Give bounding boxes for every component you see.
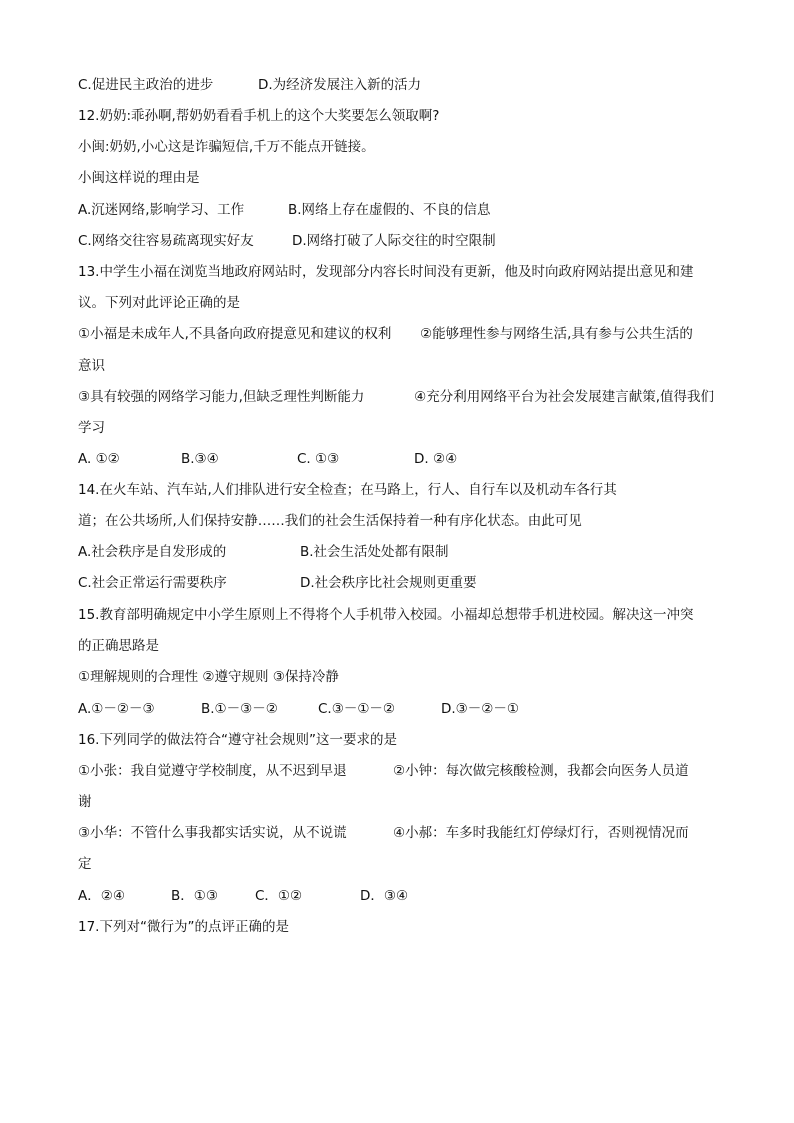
q15-option-d: D.③－②－① [441,701,519,717]
q14-option-c: C.社会正常运行需要秩序 [78,575,227,591]
q12-options-cd [78,232,714,250]
q14-option-a: A.社会秩序是自发形成的 [78,544,227,560]
q16-statements-12 [78,762,714,780]
q14-option-d: D.社会秩序比社会规则更重要 [300,575,477,591]
q16-options [78,887,714,905]
q15-option-c: C.③－①－② [318,701,396,717]
q12-reply: 小闽:奶奶,小心这是诈骗短信,千万不能点开链接。 [78,139,375,155]
q12-option-d: D.网络打破了人际交往的时空限制 [292,233,496,249]
q12-option-b: B.网络上存在虚假的、不良的信息 [288,202,491,218]
q12-option-c: C.网络交往容易疏离现实好友 [78,233,254,249]
q14-options-ab [78,543,714,561]
q15-option-b: B.①－③－② [201,701,278,717]
q12-option-a: A.沉迷网络,影响学习、工作 [78,202,245,218]
q16-statement-4: ④小郝：车多时我能红灯停绿灯行，否则视情况而 [393,825,689,841]
q14-options-cd [78,574,714,592]
q12-options-ab [78,201,714,219]
q14-stem-line1: 14.在火车站、汽车站,人们排队进行安全检查；在马路上，行人、自行车以及机动车各行其 [78,482,617,498]
q16-stem: 16.下列同学的做法符合“遵守社会规则”这一要求的是 [78,732,397,748]
q13-statement-4-cont: 学习 [78,420,105,436]
q16-option-d: D．③④ [360,888,409,904]
q14-stem-line2: 道；在公共场所,人们保持安静……我们的社会生活保持着一种有序化状态。由此可见 [78,513,582,529]
q13-stem-line1: 13.中学生小福在浏览当地政府网站时，发现部分内容长时间没有更新，他及时向政府网站提出意见和建 [78,264,694,280]
q13-option-a: A. ①② [78,451,120,467]
q16-option-a: A．②④ [78,888,125,904]
q13-statements-12 [78,325,714,343]
q13-option-c: C. ①③ [297,451,340,467]
q16-statement-4-cont: 定 [78,856,92,872]
q17-stem: 17.下列对“微行为”的点评正确的是 [78,919,289,935]
q13-statement-1: ①小福是未成年人,不具备向政府提意见和建议的权利 [78,326,392,342]
q12-stem: 12.奶奶:乖孙啊,帮奶奶看看手机上的这个大奖要怎么领取啊? [78,108,440,124]
q16-statements-34 [78,824,714,842]
q13-statement-2: ②能够理性参与网络生活,具有参与公共生活的 [420,326,693,342]
q16-statement-2-cont: 谢 [78,794,92,810]
q13-statements-34 [78,388,714,406]
q16-statement-1: ①小张：我自觉遵守学校制度，从不迟到早退 [78,763,347,779]
q13-option-d: D. ②④ [414,451,458,467]
q15-option-a: A.①－②－③ [78,701,155,717]
q13-statement-2-cont: 意识 [78,358,105,374]
q15-items: ①理解规则的合理性 ②遵守规则 ③保持冷静 [78,669,339,685]
q12-question: 小闽这样说的理由是 [78,170,200,186]
q11-options-cd [78,76,714,94]
q14-option-b: B.社会生活处处都有限制 [300,544,449,560]
q13-stem-line2: 议。下列对此评论正确的是 [78,295,240,311]
q11-option-d: D.为经济发展注入新的活力 [258,77,422,93]
q16-option-b: B．①③ [171,888,218,904]
q15-stem-line1: 15.教育部明确规定中小学生原则上不得将个人手机带入校园。小福却总想带手机进校园。解决这一冲突 [78,607,694,623]
q11-option-c: C.促进民主政治的进步 [78,77,214,93]
q13-option-b: B.③④ [181,451,219,467]
q16-option-c: C．①② [255,888,303,904]
q13-statement-3: ③具有较强的网络学习能力,但缺乏理性判断能力 [78,389,365,405]
q15-options [78,700,714,718]
q15-stem-line2: 的正确思路是 [78,638,159,654]
q13-options [78,450,714,468]
q13-statement-4: ④充分利用网络平台为社会发展建言献策,值得我们 [414,389,714,405]
q16-statement-3: ③小华：不管什么事我都实话实说，从不说谎 [78,825,347,841]
q16-statement-2: ②小钟：每次做完核酸检测，我都会向医务人员道 [393,763,689,779]
